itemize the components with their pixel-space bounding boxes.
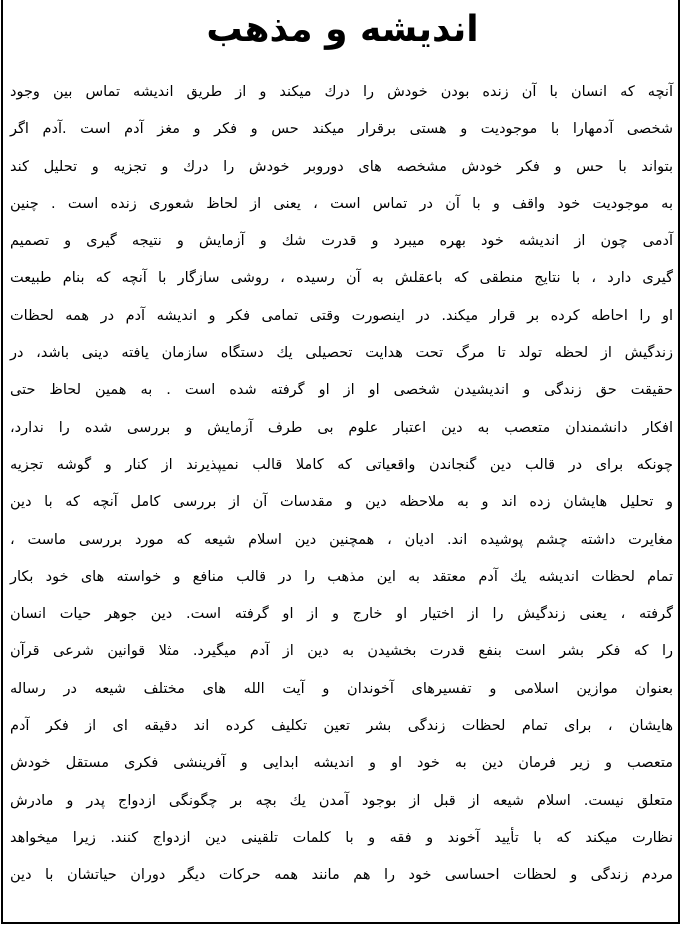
text-line: حقیقت حق زندگی و اندیشیدن شخصی او از او گرفته شده است . به همین لحاظ حتی xyxy=(10,382,673,399)
text-line: و تحلیل هایشان زده اند و به ملاحظه دین و مقدسات آن از بررسی کامل آنچه که با دین xyxy=(10,494,673,511)
document-title: اندیشه و مذهب xyxy=(206,9,479,50)
text-line: بعنوان موازین اسلامی و تفسیرهای آخوندان و آیت الله های مختلف شیعه در رساله xyxy=(10,680,673,697)
text-line: افکار دانشمندان متعصب به دین اعتبار علوم بی طرف آزمایش و بررسی شده را ندارد، xyxy=(10,419,673,436)
text-line: گیری دارد ، با نتایج منطقی که باعقلش به آن رسیده ، روشی سازگار با آنچه که بنام طبیعت xyxy=(10,270,673,287)
document-body xyxy=(10,74,673,895)
text-line: هایشان ، برای تمام لحظات زندگی بشر تعین تکلیف کرده اند دقیقه ای از فکر آدم xyxy=(10,718,673,735)
text-line: تمام لحظات اندیشه یك آدم معتقد به این مذهب را در قالب منافع و خواسته های خود بکار xyxy=(10,568,673,585)
text-line: گرفته ، یعنی زندگیش را از اختیار او خارج و از او گرفته است. دین جوهر حیات انسان xyxy=(10,606,673,623)
text-line: آنچه که انسان با آن زنده بودن خودش را درك میکند و از طریق اندیشه تماس بین وجود xyxy=(10,84,673,100)
text-line: مردم زندگی و لحظات احساسی خود را هم مانند همه حرکات دیگر دوران حیاتشان با دین xyxy=(10,867,673,884)
text-line: بتواند با حس و فکر خودش مشخصه های دوروبر خودش را درك و تجزیه و تحلیل کند xyxy=(10,158,673,175)
text-line: زندگیش از لحظه تولد تا مرگ تحت هدایت تحصیلی یك دستگاه سازمان یافته دینی باشد، در xyxy=(10,345,673,362)
text-line: نظارت میکند که با تأیید آخوند و فقه و با کلمات تلقینی دین ازدواج کنند. زیرا میخواهد xyxy=(10,829,673,846)
text-line: به موجودیت خود واقف و با آن در تماس است ، یعنی از لحاظ شعوری زنده است . چنین xyxy=(10,195,673,212)
text-line: را که فکر بشر است بنفع قدرت بخشیدن به دین از آدم میگیرد. مثلا قوانین شرعی قرآن xyxy=(10,643,673,660)
text-line: متعصب و زیر فرمان دین به خود او و اندیشه ابدایی و آفرینشی فکری مستقل خودش xyxy=(10,755,673,772)
text-line: آدمی چون از اندیشه خود بهره میبرد و قدرت شك و آزمایش و نتیجه گیری و تصمیم xyxy=(10,233,673,250)
text-line: شخصی آدمهارا با موجودیت و هستی برقرار میکند حس و فکر و مغز آدم است .آدم اگر xyxy=(10,121,673,138)
text-line: مغایرت داشته چشم پوشیده اند. ادیان ، همچنین دین اسلام شیعه که مورد بررسی ماست ، xyxy=(10,531,673,548)
text-line: چونکه برای در قالب دین گنجاندن واقعیاتی که کاملا قالب نمیپذیرند از کنار و گوشه تجزیه xyxy=(10,456,673,473)
text-line: متعلق نیست. اسلام شیعه از قبل از بوجود آمدن یك بچه بر چگونگی ازدواج پدر و مادرش xyxy=(10,792,673,809)
text-line: او را احاطه کرده بر قرار میکند. در اینصورت وقتی تمامی فکر و اندیشه آدم در همه لحظات xyxy=(10,307,673,324)
